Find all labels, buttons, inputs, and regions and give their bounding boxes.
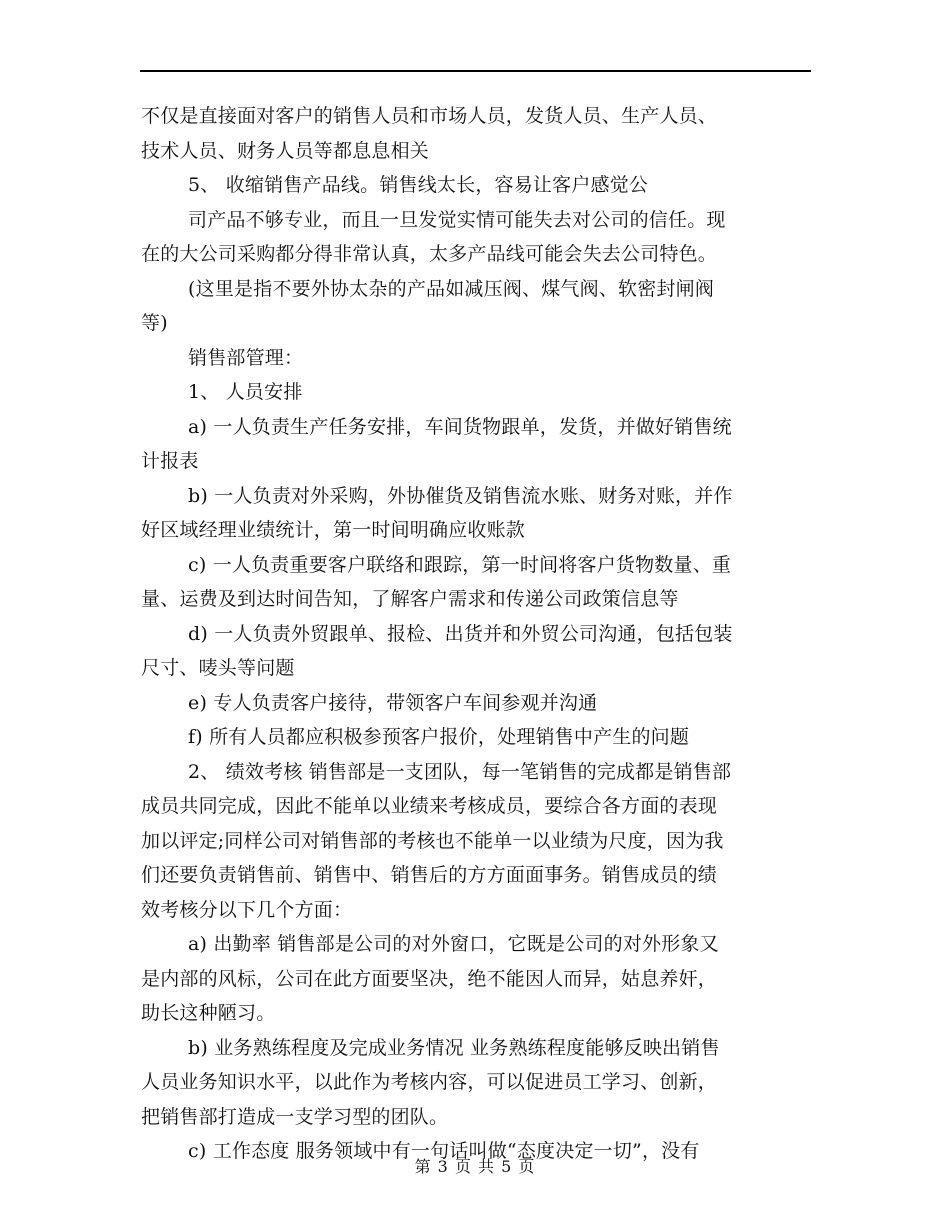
text-line: 尺寸、唛头等问题 — [141, 657, 295, 679]
header-rule — [140, 70, 811, 72]
text-line: 司产品不够专业，而且一旦发觉实情可能失去对公司的信任。现 — [188, 208, 726, 231]
text-line: f) 所有人员都应积极参预客户报价，处理销售中产生的问题 — [188, 726, 690, 748]
subsection-heading: 2、 绩效考核 销售部是一支团队，每一笔销售的完成都是销售部 — [188, 760, 732, 783]
document-body — [141, 99, 811, 1169]
text-line: 在的大公司采购都分得非常认真，太多产品线可能会失去公司特色。 — [141, 243, 718, 265]
text-line: 5、 收缩销售产品线。销售线太长，容易让客户感觉公 — [188, 174, 649, 196]
section-heading: 销售部管理： — [188, 346, 304, 369]
text-line: c) 一人负责重要客户联络和跟踪，第一时间将客户货物数量、重 — [188, 553, 732, 576]
text-line: 人员业务知识水平，以此作为考核内容，可以促进员工学习、创新， — [141, 1071, 718, 1093]
text-line: 助长这种陋习。 — [141, 1002, 276, 1024]
text-line: 量、运费及到达时间告知，了解客户需求和传递公司政策信息等 — [141, 588, 679, 610]
text-line: 把销售部打造成一支学习型的团队。 — [141, 1105, 449, 1128]
text-line: b) 一人负责对外采购，外协催货及销售流水账、财务对账，并作 — [188, 484, 733, 507]
text-line: b) 业务熟练程度及完成业务情况 业务熟练程度能够反映出销售 — [188, 1036, 720, 1059]
text-line: (这里是指不要外协太杂的产品如减压阀、煤气阀、软密封闸阀 — [188, 277, 715, 300]
subsection-heading: 1、 人员安排 — [188, 381, 303, 403]
text-line: 是内部的风标，公司在此方面要坚决，绝不能因人而异，姑息养奸， — [141, 967, 718, 990]
text-line: c) 工作态度 服务领域中有一句话叫做“态度决定一切”，没有 — [188, 1140, 700, 1162]
text-line: 好区域经理业绩统计，第一时间明确应收账款 — [141, 519, 526, 541]
text-line: 计报表 — [141, 450, 199, 472]
text-line: a) 一人负责生产任务安排，车间货物跟单，发货，并做好销售统 — [188, 415, 732, 438]
text-line: a) 出勤率 销售部是公司的对外窗口，它既是公司的对外形象又 — [188, 933, 719, 955]
text-line: 加以评定;同样公司对销售部的考核也不能单一以业绩为尺度，因为我 — [141, 829, 724, 852]
text-line: 等) — [141, 312, 168, 334]
text-line: 成员共同完成，因此不能单以业绩来考核成员，要综合各方面的表现 — [141, 795, 718, 817]
text-line: 技术人员、财务人员等都息息相关 — [141, 139, 430, 162]
page-footer: 第 3 页 共 5 页 — [414, 1157, 536, 1176]
text-line: e) 专人负责客户接待，带领客户车间参观并沟通 — [188, 691, 598, 714]
text-line: 效考核分以下几个方面： — [141, 898, 353, 921]
text-line: d) 一人负责外贸跟单、报检、出货并和外贸公司沟通，包括包装 — [188, 622, 733, 645]
text-line: 们还要负责销售前、销售中、销售后的方方面面事务。销售成员的绩 — [141, 864, 718, 886]
text-line: 不仅是直接面对客户的销售人员和市场人员，发货人员、生产人员、 — [141, 105, 718, 127]
